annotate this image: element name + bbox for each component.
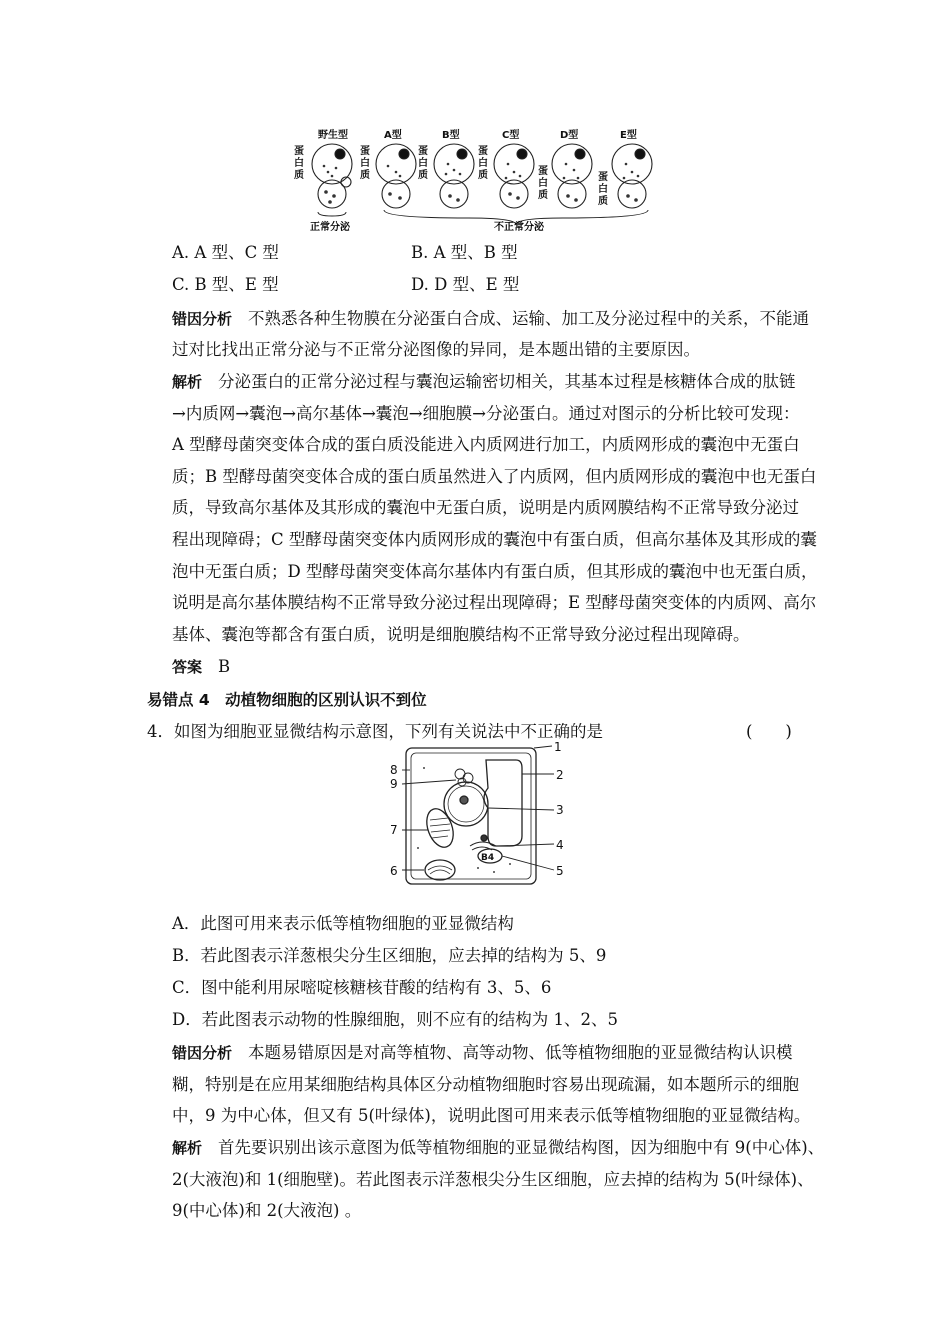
q4-error-analysis-3: 中，9 为中心体，但又有 5(叶绿体)，说明此图可用来表示低等植物细胞的亚显微结构。 (172, 1106, 811, 1125)
label-1: 1 (554, 740, 562, 754)
type-label-b: B型 (442, 130, 460, 141)
q3-error-analysis-1: 错因分析 不熟悉各种生物膜在分泌蛋白合成、运输、加工及分泌过程中的关系，不能通 (172, 309, 810, 328)
q3-analysis-3: A 型酵母菌突变体合成的蛋白质没能进入内质网进行加工，内质网形成的囊泡中无蛋白 (172, 435, 800, 454)
q3-option-d: D. D 型、E 型 (411, 275, 520, 294)
label-9: 9 (390, 777, 398, 791)
label-5: 5 (556, 864, 564, 878)
q3-analysis-7: 泡中无蛋白质；D 型酵母菌突变体高尔基体内有蛋白质，但其形成的囊泡中也无蛋白质， (172, 562, 818, 581)
q3-analysis-4: 质；B 型酵母菌突变体合成的蛋白质虽然进入了内质网，但内质网形成的囊泡中也无蛋白 (172, 467, 817, 486)
q4-option-b: B．若此图表示洋葱根尖分生区细胞，应去掉的结构为 5、9 (172, 946, 607, 965)
q3-option-c: C. B 型、E 型 (172, 275, 279, 294)
cell-d (552, 144, 592, 208)
q3-analysis-6: 程出现障碍；C 型酵母菌突变体内质网形成的囊泡中有蛋白质，但高尔基体及其形成的囊 (172, 530, 817, 549)
label-7: 7 (390, 823, 398, 837)
label-4: 4 (556, 838, 564, 852)
svg-text:B4: B4 (481, 853, 495, 863)
label-6: 6 (390, 864, 398, 878)
q4-stem: 4．如图为细胞亚显微结构示意图，下列有关说法中不正确的是 (147, 722, 603, 741)
q3-analysis-2: →内质网→囊泡→高尔基体→囊泡→细胞膜→分泌蛋白。通过对图示的分析比较可发现： (172, 404, 800, 423)
abnormal-label: 不正常分泌 (494, 222, 544, 233)
q4-analysis-1: 解析 首先要识别出该示意图为低等植物细胞的亚显微结构图，因为细胞中有 9(中心体)、 (172, 1138, 825, 1157)
cell-figure (384, 738, 574, 890)
cell-wall (406, 748, 536, 884)
vacuole (484, 760, 522, 846)
cell-a (376, 144, 416, 208)
type-label-c: C型 (502, 130, 520, 141)
q3-option-b: B. A 型、B 型 (411, 243, 518, 262)
q4-analysis-3: 9(中心体)和 2(大液泡) 。 (172, 1201, 362, 1220)
svg-text:蛋白质: 蛋白质 (478, 146, 488, 181)
analysis-label: 解析 (172, 373, 203, 391)
svg-text:蛋白质: 蛋白质 (538, 166, 548, 201)
q3-analysis-5: 质，导致高尔基体及其形成的囊泡中无蛋白质，说明是内质网膜结构不正常导致分泌过 (172, 498, 799, 517)
label-2: 2 (556, 768, 564, 782)
q4-option-d: D．若此图表示动物的性腺细胞，则不应有的结构为 1、2、5 (172, 1010, 618, 1029)
q3-analysis-8: 说明是高尔基体膜结构不正常导致分泌过程出现障碍；E 型酵母菌突变体的内质网、高尔 (172, 593, 817, 612)
q4-analysis-2: 2(大液泡)和 1(细胞壁)。若此图表示洋葱根尖分生区细胞，应去掉的结构为 5(叶绿体)、 (172, 1170, 814, 1189)
normal-label: 正常分泌 (310, 222, 350, 233)
q4-error-analysis-1: 错因分析 本题易错原因是对高等植物、高等动物、低等植物细胞的亚显微结构认识模 (172, 1043, 793, 1062)
section-title: 易错点 4 动植物细胞的区别认识不到位 (147, 691, 427, 709)
cell-e (612, 144, 652, 208)
q4-answer-paren: ( ) (746, 722, 792, 741)
cell-b (434, 144, 474, 208)
q3-analysis-9: 基体、囊泡等都含有蛋白质，说明是细胞膜结构不正常导致分泌过程出现障碍。 (172, 625, 750, 644)
q4-option-c: C．图中能利用尿嘧啶核糖核苷酸的结构有 3、5、6 (172, 978, 552, 997)
label-3: 3 (556, 803, 564, 817)
q4-error-analysis-2: 糊，特别是在应用某细胞结构具体区分动植物细胞时容易出现疏漏，如本题所示的细胞 (172, 1075, 799, 1094)
answer-value: B (218, 657, 231, 676)
error-analysis-label: 错因分析 (172, 310, 233, 328)
q3-option-a: A. A 型、C 型 (172, 243, 279, 262)
q4-option-a: A．此图可用来表示低等植物细胞的亚显微结构 (172, 914, 514, 933)
type-label-e: E型 (620, 130, 637, 141)
cell-c (494, 144, 534, 208)
secretion-figure (288, 124, 660, 236)
type-label-wild: 野生型 (318, 130, 348, 141)
q3-analysis-1: 解析 分泌蛋白的正常分泌过程与囊泡运输密切相关，其基本过程是核糖体合成的肽链 (172, 372, 796, 391)
svg-text:蛋白质: 蛋白质 (598, 172, 608, 207)
q3-error-analysis-2: 过对比找出正常分泌与不正常分泌图像的异同，是本题出错的主要原因。 (172, 340, 700, 359)
type-label-d: D型 (560, 130, 579, 141)
mitochondrion-7 (422, 805, 458, 851)
answer-label: 答案 (172, 658, 203, 676)
type-label-a: A型 (384, 130, 402, 141)
protein-label: 蛋白质 (294, 146, 304, 181)
label-8: 8 (390, 763, 398, 777)
q3-answer (172, 656, 230, 678)
svg-text:蛋白质: 蛋白质 (360, 146, 370, 181)
svg-text:蛋白质: 蛋白质 (418, 146, 428, 181)
